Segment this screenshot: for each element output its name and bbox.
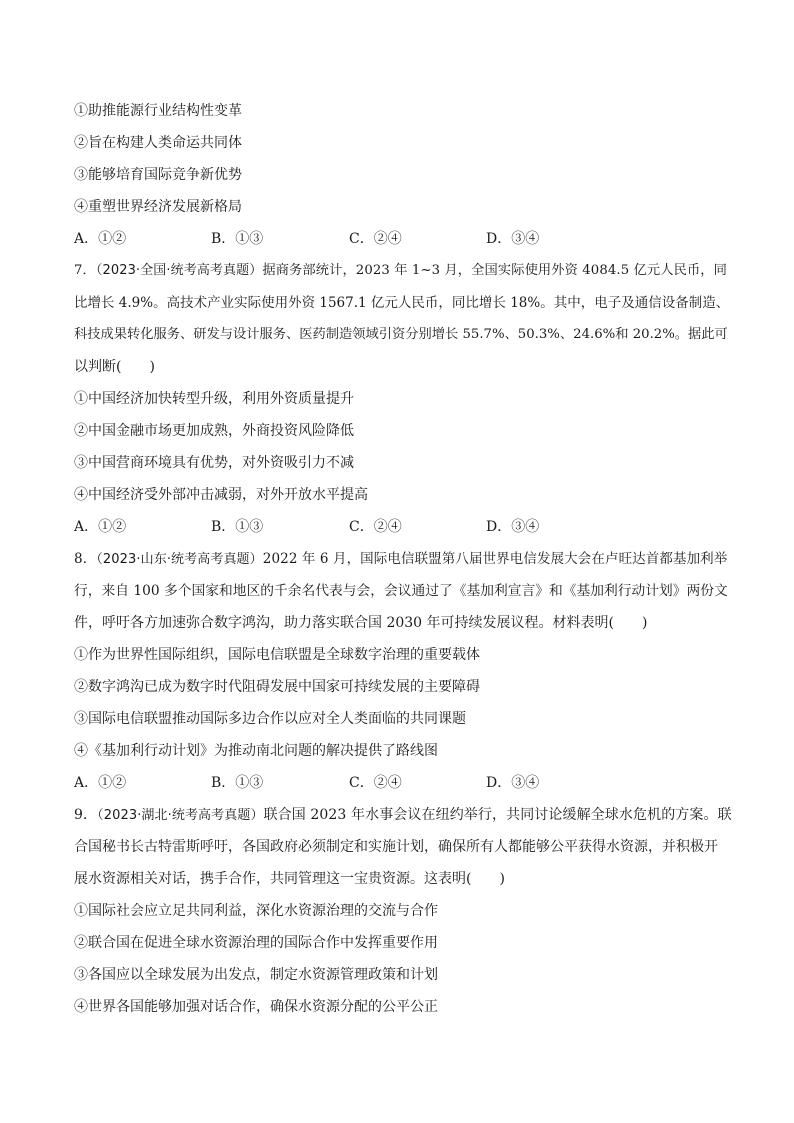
q6-option-a: A．①② xyxy=(74,231,127,247)
q9-stem-line-2: 合国秘书长古特雷斯呼吁，各国政府必须制定和实施计划，确保所有人都能够公平获得水资源，并积极开 xyxy=(74,839,718,855)
q7-stem-text-1: 据商务部统计，2023 年 1~3 月，全国实际使用外资 4084.5 亿元人民币，同 xyxy=(262,263,727,278)
q8-number: 8． xyxy=(74,551,97,567)
q6-options xyxy=(74,229,734,249)
q8-stem-line-1 xyxy=(74,549,734,570)
q8-statement-2: ②数字鸿沟已成为数字时代阻碍发展中国家可持续发展的主要障碍 xyxy=(74,679,480,695)
q6-option-b: B．①③ xyxy=(211,231,264,247)
q8-stem-line-2: 行，来自 100 多个国家和地区的千余名代表与会，会议通过了《基加利宣言》和《基加利行动计划》两份文 xyxy=(74,583,728,599)
q8-option-b: B．①③ xyxy=(211,775,264,791)
q7-stem-line-3: 科技成果转化服务、研发与设计服务、医药制造领域引资分别增长 55.7%、50.3%、24.6%和 20.2%。据此可 xyxy=(74,327,728,342)
q9-statement-2: ②联合国在促进全球水资源治理的国际合作中发挥重要作用 xyxy=(74,935,438,951)
q9-stem-text-1: 联合国 2023 年水事会议在纽约举行，共同讨论缓解全球水危机的方案。联 xyxy=(263,807,732,823)
q6-statement-3: ③能够培育国际竞争新优势 xyxy=(74,167,242,183)
q8-option-c: C．②④ xyxy=(349,775,402,791)
q8-statement-1: ①作为世界性国际组织，国际电信联盟是全球数字治理的重要载体 xyxy=(74,647,480,663)
q8-statement-3: ③国际电信联盟推动国际多边合作以应对全人类面临的共同课题 xyxy=(74,711,466,727)
q7-option-b: B．①③ xyxy=(211,519,264,535)
q8-stem-line-3: 件，呼吁各方加速弥合数字鸿沟，助力落实联合国 2030 年可持续发展议程。材料表明( ) xyxy=(74,615,648,631)
q7-option-d: D．③④ xyxy=(486,519,540,535)
q7-source: （2023·全国·统考高考真题） xyxy=(95,263,263,278)
q9-statement-4: ④世界各国能够加强对话合作，确保水资源分配的公平公正 xyxy=(74,999,438,1015)
q8-stem-text-1: 2022 年 6 月，国际电信联盟第八届世界电信发展大会在卢旺达首都基加利举 xyxy=(262,551,728,567)
q7-option-c: C．②④ xyxy=(349,519,402,535)
q6-statement-4: ④重塑世界经济发展新格局 xyxy=(74,199,242,215)
q7-options xyxy=(74,517,734,537)
q7-number: 7． xyxy=(74,263,96,278)
q7-stem-line-2: 比增长 4.9%。高技术产业实际使用外资 1567.1 亿元人民币，同比增长 18%。其中，电子及通信设备制造、 xyxy=(74,295,730,311)
q8-option-a: A．①② xyxy=(74,775,127,791)
q7-option-a: A．①② xyxy=(74,519,127,535)
q9-number: 9． xyxy=(74,807,98,823)
q6-option-c: C．②④ xyxy=(349,231,402,247)
q8-option-d: D．③④ xyxy=(486,775,540,791)
q9-stem-line-1 xyxy=(74,805,734,826)
q7-statement-1: ①中国经济加快转型升级，利用外资质量提升 xyxy=(74,391,354,407)
q8-options xyxy=(74,773,734,793)
q7-statement-4: ④中国经济受外部冲击减弱，对外开放水平提高 xyxy=(74,487,368,503)
q8-statement-4: ④《基加利行动计划》为推动南北问题的解决提供了路线图 xyxy=(74,743,438,759)
q6-statement-2: ②旨在构建人类命运共同体 xyxy=(74,135,242,151)
q8-source: （2023·山东·统考高考真题） xyxy=(96,552,263,567)
q9-statement-1: ①国际社会应立足共同利益，深化水资源治理的交流与合作 xyxy=(74,903,438,919)
q9-source: （2023·湖北·统考高考真题） xyxy=(97,808,264,823)
q9-stem-line-3: 展水资源相关对话，携手合作，共同管理这一宝贵资源。这表明( ) xyxy=(74,871,505,887)
q9-statement-3: ③各国应以全球发展为出发点，制定水资源管理政策和计划 xyxy=(74,967,438,983)
q7-stem-line-4: 以判断( ) xyxy=(74,359,155,375)
q7-statement-2: ②中国金融市场更加成熟，外商投资风险降低 xyxy=(74,423,354,439)
q7-statement-3: ③中国营商环境具有优势，对外资吸引力不减 xyxy=(74,455,354,471)
q7-stem-line-1 xyxy=(74,261,734,281)
q6-option-d: D．③④ xyxy=(486,231,540,247)
q6-statement-1: ①助推能源行业结构性变革 xyxy=(74,103,242,119)
